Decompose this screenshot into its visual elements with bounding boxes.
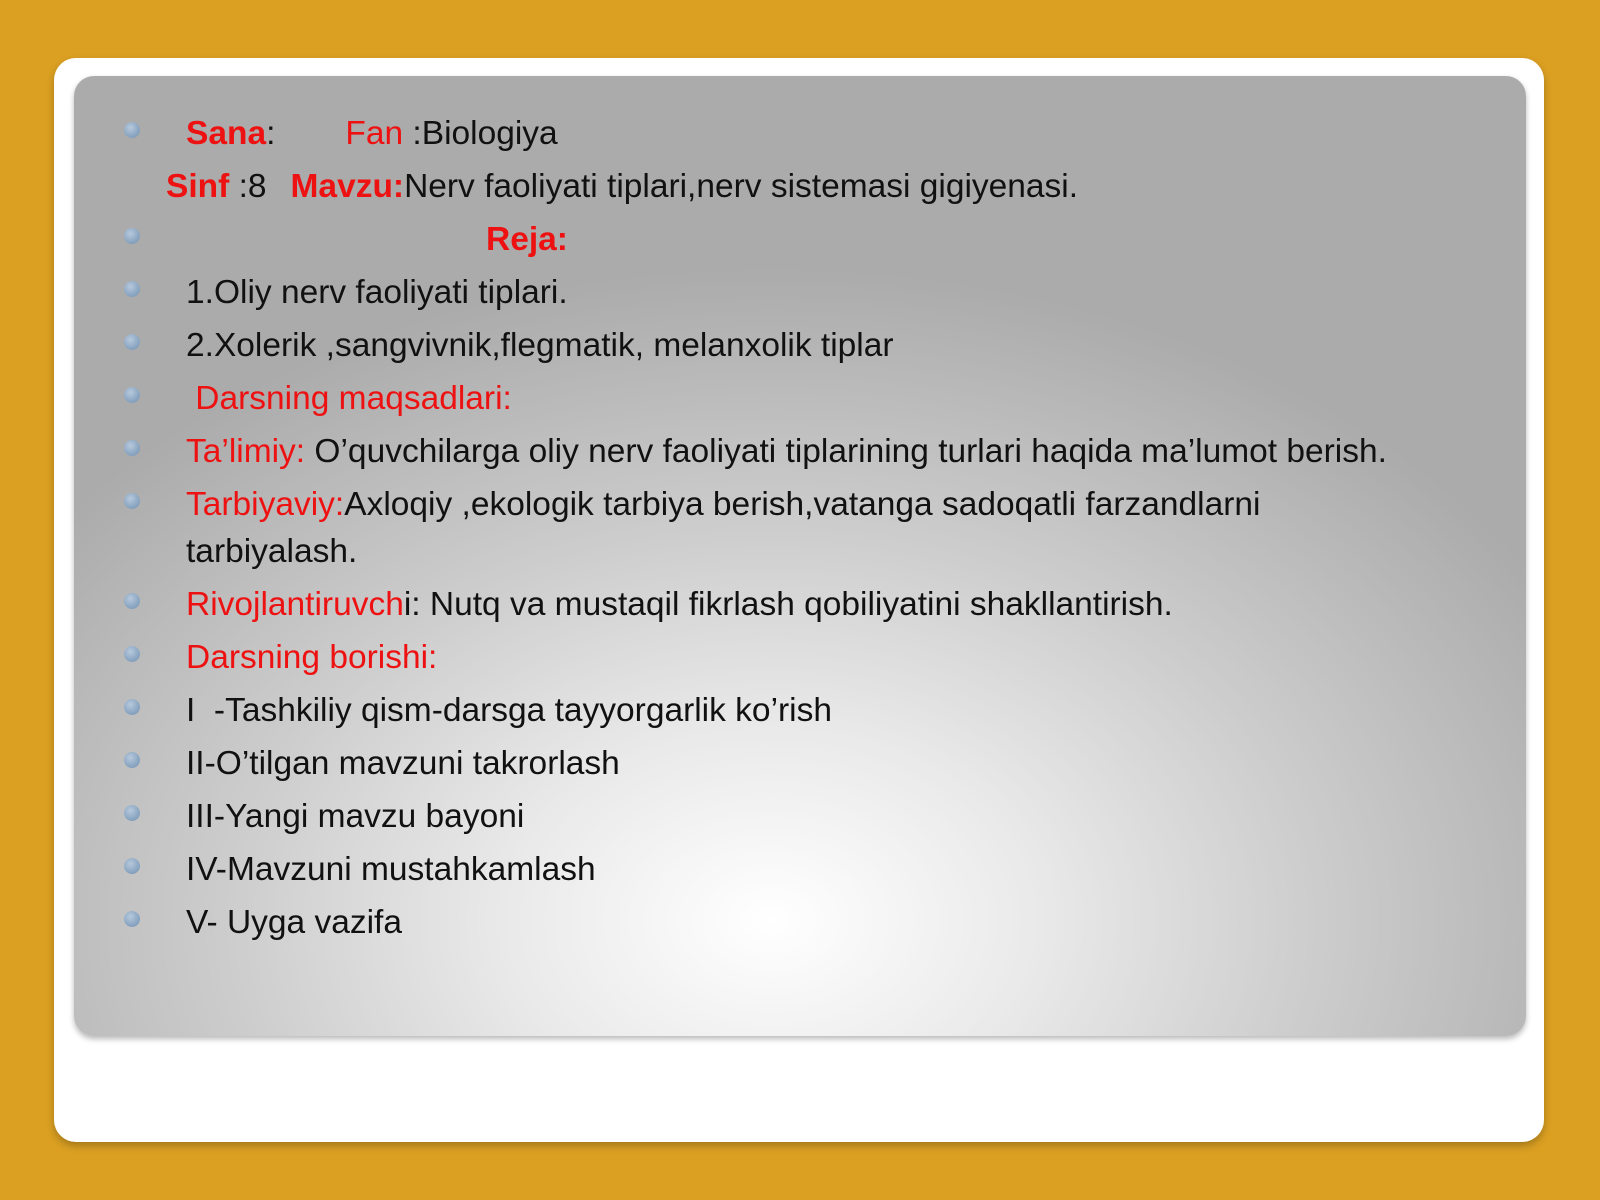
goal-text: O’quvchilarga oliy nerv faoliyati tiplarining turlari haqida ma’lumot berish. xyxy=(305,433,1387,470)
bullet-icon xyxy=(124,752,140,768)
goal-label: Tarbiyaviy: xyxy=(186,486,345,523)
goal-text: i: Nutq va mustaqil fikrlash qobiliyatini shakllantirish. xyxy=(403,586,1173,623)
bullet-icon xyxy=(124,334,140,350)
bullet-list xyxy=(74,110,1526,952)
sinf-label: Sinf xyxy=(166,168,230,205)
bullet-icon xyxy=(124,699,140,715)
slide-frame xyxy=(54,58,1544,1142)
fan-value: :Biologiya xyxy=(403,115,558,152)
goal-item xyxy=(74,428,1526,475)
stage-text: IV-Mavzuni mustahkamlash xyxy=(186,851,596,888)
reja-item-text: 1.Oliy nerv faoliyati tiplari. xyxy=(186,274,568,311)
borishi-title-item xyxy=(74,634,1526,681)
bullet-icon xyxy=(124,858,140,874)
goal-item xyxy=(74,581,1526,628)
bullet-icon xyxy=(124,646,140,662)
reja-title: Reja: xyxy=(486,221,568,258)
goal-text: Axloqiy ,ekologik tarbiya berish,vatanga sadoqatli farzandlarni tarbiyalash. xyxy=(186,486,1261,570)
stage-item xyxy=(74,687,1526,734)
borishi-title: Darsning borishi: xyxy=(186,639,438,676)
stage-item xyxy=(74,846,1526,893)
stage-item xyxy=(74,740,1526,787)
bullet-icon xyxy=(124,805,140,821)
header-line-sana-fan xyxy=(74,110,1526,157)
reja-item-text: 2.Xolerik ,sangvivnik,flegmatik, melanxolik tiplar xyxy=(186,327,894,364)
stage-text: V- Uyga vazifa xyxy=(186,904,402,941)
bullet-icon xyxy=(124,281,140,297)
goal-label: Ta’limiy: xyxy=(186,433,306,470)
goal-label: Rivojlantiruvch xyxy=(186,586,404,623)
bullet-icon xyxy=(124,493,140,509)
stage-text: III-Yangi mavzu bayoni xyxy=(186,798,525,835)
mavzu-value: Nerv faoliyati tiplari,nerv sistemasi gigiyenasi. xyxy=(404,168,1079,205)
reja-title-item xyxy=(74,216,1526,263)
bullet-icon xyxy=(124,122,140,138)
stage-text: II-O’tilgan mavzuni takrorlash xyxy=(186,745,620,782)
content-panel xyxy=(74,76,1526,1036)
reja-item xyxy=(74,269,1526,316)
reja-item xyxy=(74,322,1526,369)
stage-item xyxy=(74,793,1526,840)
sinf-value: :8 xyxy=(229,168,267,205)
bullet-icon xyxy=(124,911,140,927)
goal-item xyxy=(74,481,1526,575)
bullet-icon xyxy=(124,440,140,456)
bullet-icon xyxy=(124,387,140,403)
mavzu-label: Mavzu: xyxy=(290,168,405,205)
stage-item xyxy=(74,899,1526,946)
sana-label: Sana xyxy=(186,115,267,152)
goals-title: Darsning maqsadlari: xyxy=(186,380,512,417)
fan-label: Fan xyxy=(345,115,404,152)
stage-text: I -Tashkiliy qism-darsga tayyorgarlik ko’rish xyxy=(186,692,832,729)
bullet-icon xyxy=(124,593,140,609)
header-line-sinf-mavzu xyxy=(74,163,1526,210)
sana-colon: : xyxy=(266,115,276,152)
bullet-icon xyxy=(124,228,140,244)
goals-title-item xyxy=(74,375,1526,422)
